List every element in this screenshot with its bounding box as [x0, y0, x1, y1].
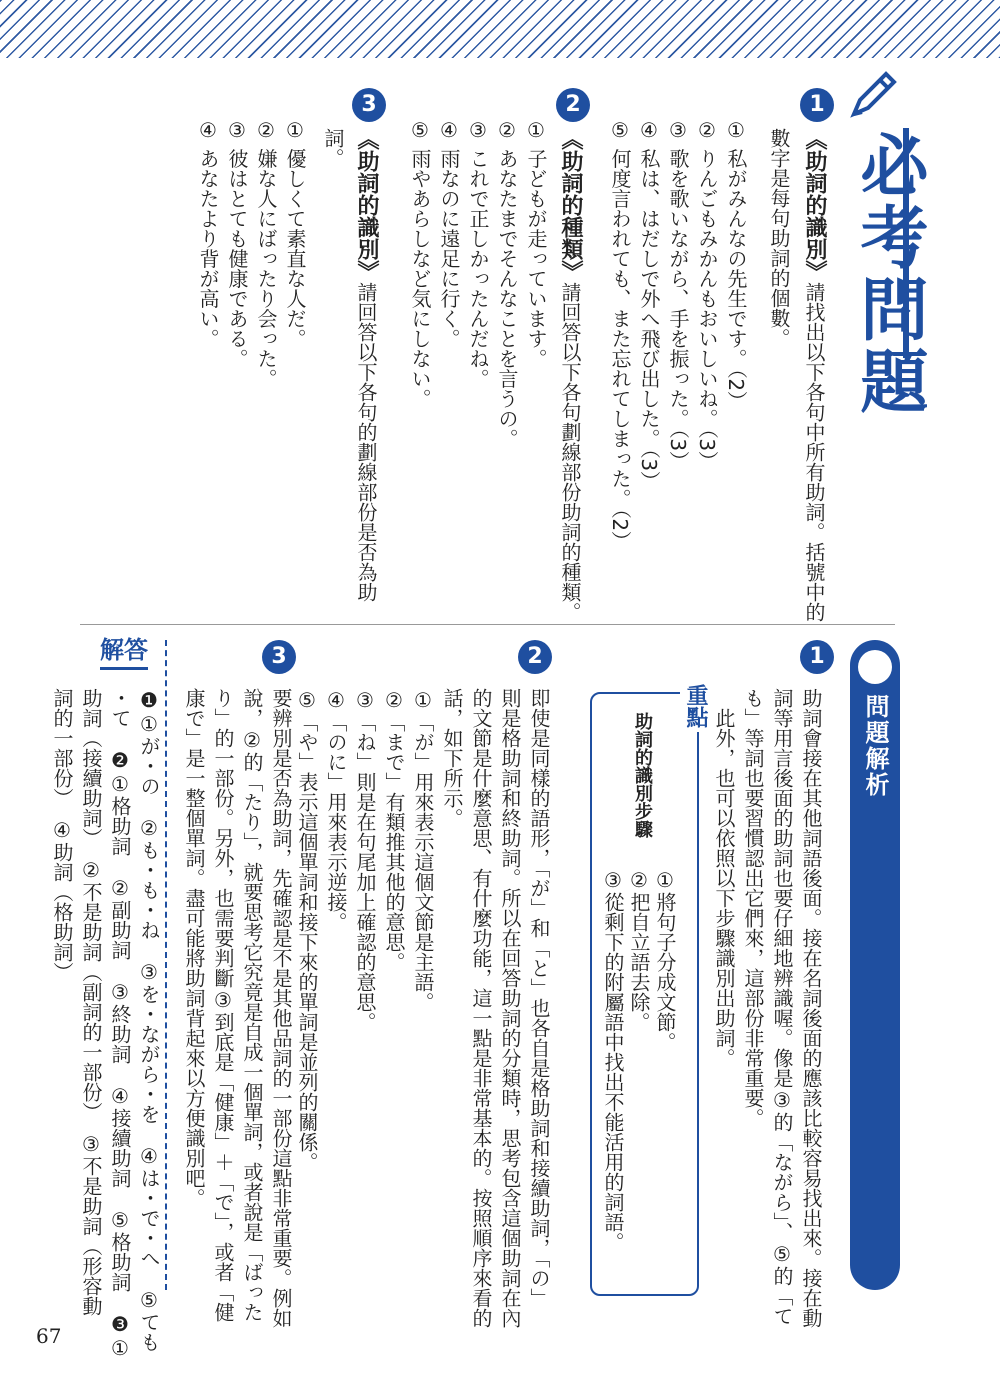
a2-line: ④「のに」用來表示逆接。: [324, 688, 348, 932]
q1-item: ① 私がみんなの先生です。（2）: [724, 118, 748, 412]
answer-line: ❶①が・の ②も・も・ね ③を・ながら・を ④は・で・へ ⑤ても: [137, 688, 161, 1352]
q1-heading: [799, 128, 829, 622]
a2-number: 2: [518, 640, 552, 674]
key-step: ②把自立語去除。: [627, 868, 651, 1032]
page-title: 必考問題: [849, 130, 928, 418]
q1-title: 《助詞的識別》: [802, 128, 827, 282]
a2-line: 即使是同樣的語形，「が」和「と」也各自是格助詞和接續助詞，「の」: [527, 688, 551, 1308]
key-step: ①將句子分成文節。: [653, 868, 677, 1052]
q2-instruction: 請回答以下各句劃線部份助詞的種類。: [558, 282, 582, 622]
a2-line: 則是格助詞和終助詞。所以在回答助詞的分類時，思考包含這個助詞在內: [498, 688, 522, 1328]
q2-item: ④ 雨なのに遠足に行く。: [437, 118, 461, 349]
q2-item: ⑤ 雨やあらしなど気にしない。: [408, 118, 432, 409]
q3-number: 3: [352, 88, 386, 122]
a3-number: 3: [262, 640, 296, 674]
answer-line: 詞的一部份） ④助詞（格助詞）: [50, 688, 74, 982]
q3-item: ④ あなたより背が高い。: [196, 118, 220, 349]
q3-instruction: 請回答以下各句的劃線部份是否為助: [354, 282, 378, 602]
q1-instruction-2: 數字是每句助詞的個數。: [767, 128, 791, 348]
a2-line: ①「が」用來表示這個文節是主語。: [411, 688, 435, 1012]
page-number: 67: [36, 1324, 62, 1348]
q3-heading: [351, 128, 381, 602]
a2-line: 的文節是什麼意思、有什麼功能，這一點是非常基本的。按照順序來看的: [469, 688, 493, 1328]
a3-line: 要辨別是否為助詞，先確認是不是其他品詞的一部份這點非常重要。例如: [269, 688, 293, 1328]
q2-item: ③ これで正しかったんだね。: [466, 118, 490, 389]
a2-line: ②「まで」有類推其他的意思。: [382, 688, 406, 972]
answers-label: 解答: [100, 630, 148, 670]
q2-item: ② あなたまでそんなことを言うの。: [495, 118, 519, 449]
q3-item: ② 嫌な人にばったり会った。: [254, 118, 278, 389]
q2-number: 2: [556, 88, 590, 122]
q3-item: ① 優しくて素直な人だ。: [283, 118, 307, 349]
q1-item: ⑤ 何度言われても、また忘れてしまった。（2）: [608, 118, 632, 552]
whistle-icon: [858, 650, 892, 684]
a1-line: 此外，也可以依照以下步驟識別出助詞。: [712, 688, 736, 1068]
a3-line: 說，②的「たり」，就要思考它究竟是自成一個單詞，或者說是「ばった: [240, 688, 264, 1322]
q3-instruction-2: 詞。: [321, 128, 345, 168]
a1-line: も」等詞也要習慣認出它們來，這部份非常重要。: [741, 688, 765, 1128]
a3-line: り」的一部份。另外，也需要判斷③到底是「健康」＋「で」，或者「健: [211, 688, 235, 1322]
key-point-tag: 重點: [680, 680, 711, 732]
a3-line: 康で」是一整個單詞。盡可能將助詞背起來以方便識別吧。: [182, 688, 206, 1208]
section-divider: [80, 624, 895, 625]
key-step: ③從剩下的附屬語中找出不能活用的詞語。: [601, 868, 625, 1252]
q3-title: 《助詞的識別》: [354, 128, 379, 282]
answers-divider: [165, 640, 167, 1290]
q1-item: ③ 歌を歌いながら、手を振った。（3）: [666, 118, 690, 472]
q1-item: ② りんごもみかんもおいしいね。（3）: [695, 118, 719, 472]
a2-line: 話，如下所示。: [440, 688, 464, 828]
a1-line: 詞等用言後面的助詞也要仔細地辨識喔。像是③的「ながら」、⑤的「て: [770, 688, 794, 1326]
pencil-icon: [848, 68, 900, 120]
answer-line: 助詞（接續助詞） ②不是助詞（副詞的一部份） ③不是助詞（形容動: [79, 688, 103, 1316]
q3-item: ③ 彼はとても健康である。: [225, 118, 249, 369]
q2-item: ① 子どもが走っています。: [524, 118, 548, 369]
q2-heading: [555, 128, 585, 622]
key-point-title: 助詞的識別步驟: [632, 712, 653, 838]
answer-line: ・て ❷①格助詞 ②副助詞 ③終助詞 ④接續助詞 ⑤格助詞 ❸①: [108, 688, 132, 1360]
a2-line: ⑤「や」表示這個單詞和接下來的單詞是並列的關係。: [295, 688, 319, 1172]
q1-item: ④ 私は、はだしで外へ飛び出した。（3）: [637, 118, 661, 492]
header-hatch-band: [0, 0, 1000, 58]
q1-number: 1: [800, 88, 834, 122]
analysis-label: 問題解析: [861, 694, 889, 798]
a1-number: 1: [800, 640, 834, 674]
a1-line: 助詞會接在其他詞語後面。接在名詞後面的應該比較容易找出來。接在動: [799, 688, 823, 1328]
q2-title: 《助詞的種類》: [558, 128, 583, 282]
a2-line: ③「ね」則是在句尾加上確認的意思。: [353, 688, 377, 1032]
q1-instruction: 請找出以下各句中所有助詞。括號中的: [802, 282, 826, 622]
